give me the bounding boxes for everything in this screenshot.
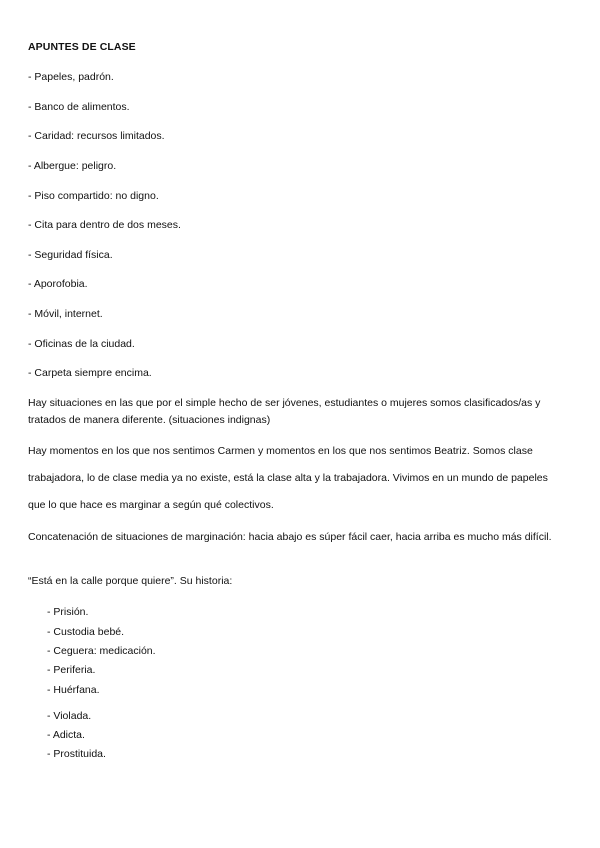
list-item: - Caridad: recursos limitados.	[28, 130, 165, 142]
list-item: - Papeles, padrón.	[28, 71, 114, 83]
list-item: - Aporofobia.	[28, 278, 88, 290]
history-item: - Periferia.	[47, 664, 96, 676]
paragraph-situaciones: Hay situaciones en las que por el simple hecho de ser jóvenes, estudiantes o mujeres somos clasificados/as y tratados de manera diferente. (situaciones indignas)	[28, 397, 541, 426]
list-item: - Oficinas de la ciudad.	[28, 338, 135, 350]
list-item: - Banco de alimentos.	[28, 101, 130, 113]
history-item: - Prostituida.	[47, 748, 106, 760]
list-item: - Seguridad física.	[28, 249, 113, 261]
page-title: APUNTES DE CLASE	[28, 41, 136, 53]
history-item: - Ceguera: medicación.	[47, 645, 156, 657]
history-item: - Huérfana.	[47, 684, 100, 696]
history-item: - Prisión.	[47, 606, 89, 618]
list-item: - Cita para dentro de dos meses.	[28, 219, 181, 231]
paragraph-historia: “Está en la calle porque quiere”. Su historia:	[28, 575, 233, 587]
history-item: - Custodia bebé.	[47, 626, 125, 638]
history-item: - Violada.	[47, 710, 92, 722]
paragraph-concatenacion: Concatenación de situaciones de marginación: hacia abajo es súper fácil caer, hacia arriba es mucho más difícil.	[28, 531, 552, 543]
list-item: - Albergue: peligro.	[28, 160, 117, 172]
list-item: - Móvil, internet.	[28, 308, 103, 320]
paragraph-momentos: Hay momentos en los que nos sentimos Carmen y momentos en los que nos sentimos Beatriz. Somos clase trabajadora, lo de clase media ya no existe, está la clase alta y la trabajadora. Vivimos en un mundo de papeles que lo que hace es marginar a según qué colectivos.	[28, 445, 548, 511]
list-item: - Piso compartido: no digno.	[28, 190, 159, 202]
list-item: - Carpeta siempre encima.	[28, 367, 152, 379]
history-item: - Adicta.	[47, 729, 85, 741]
